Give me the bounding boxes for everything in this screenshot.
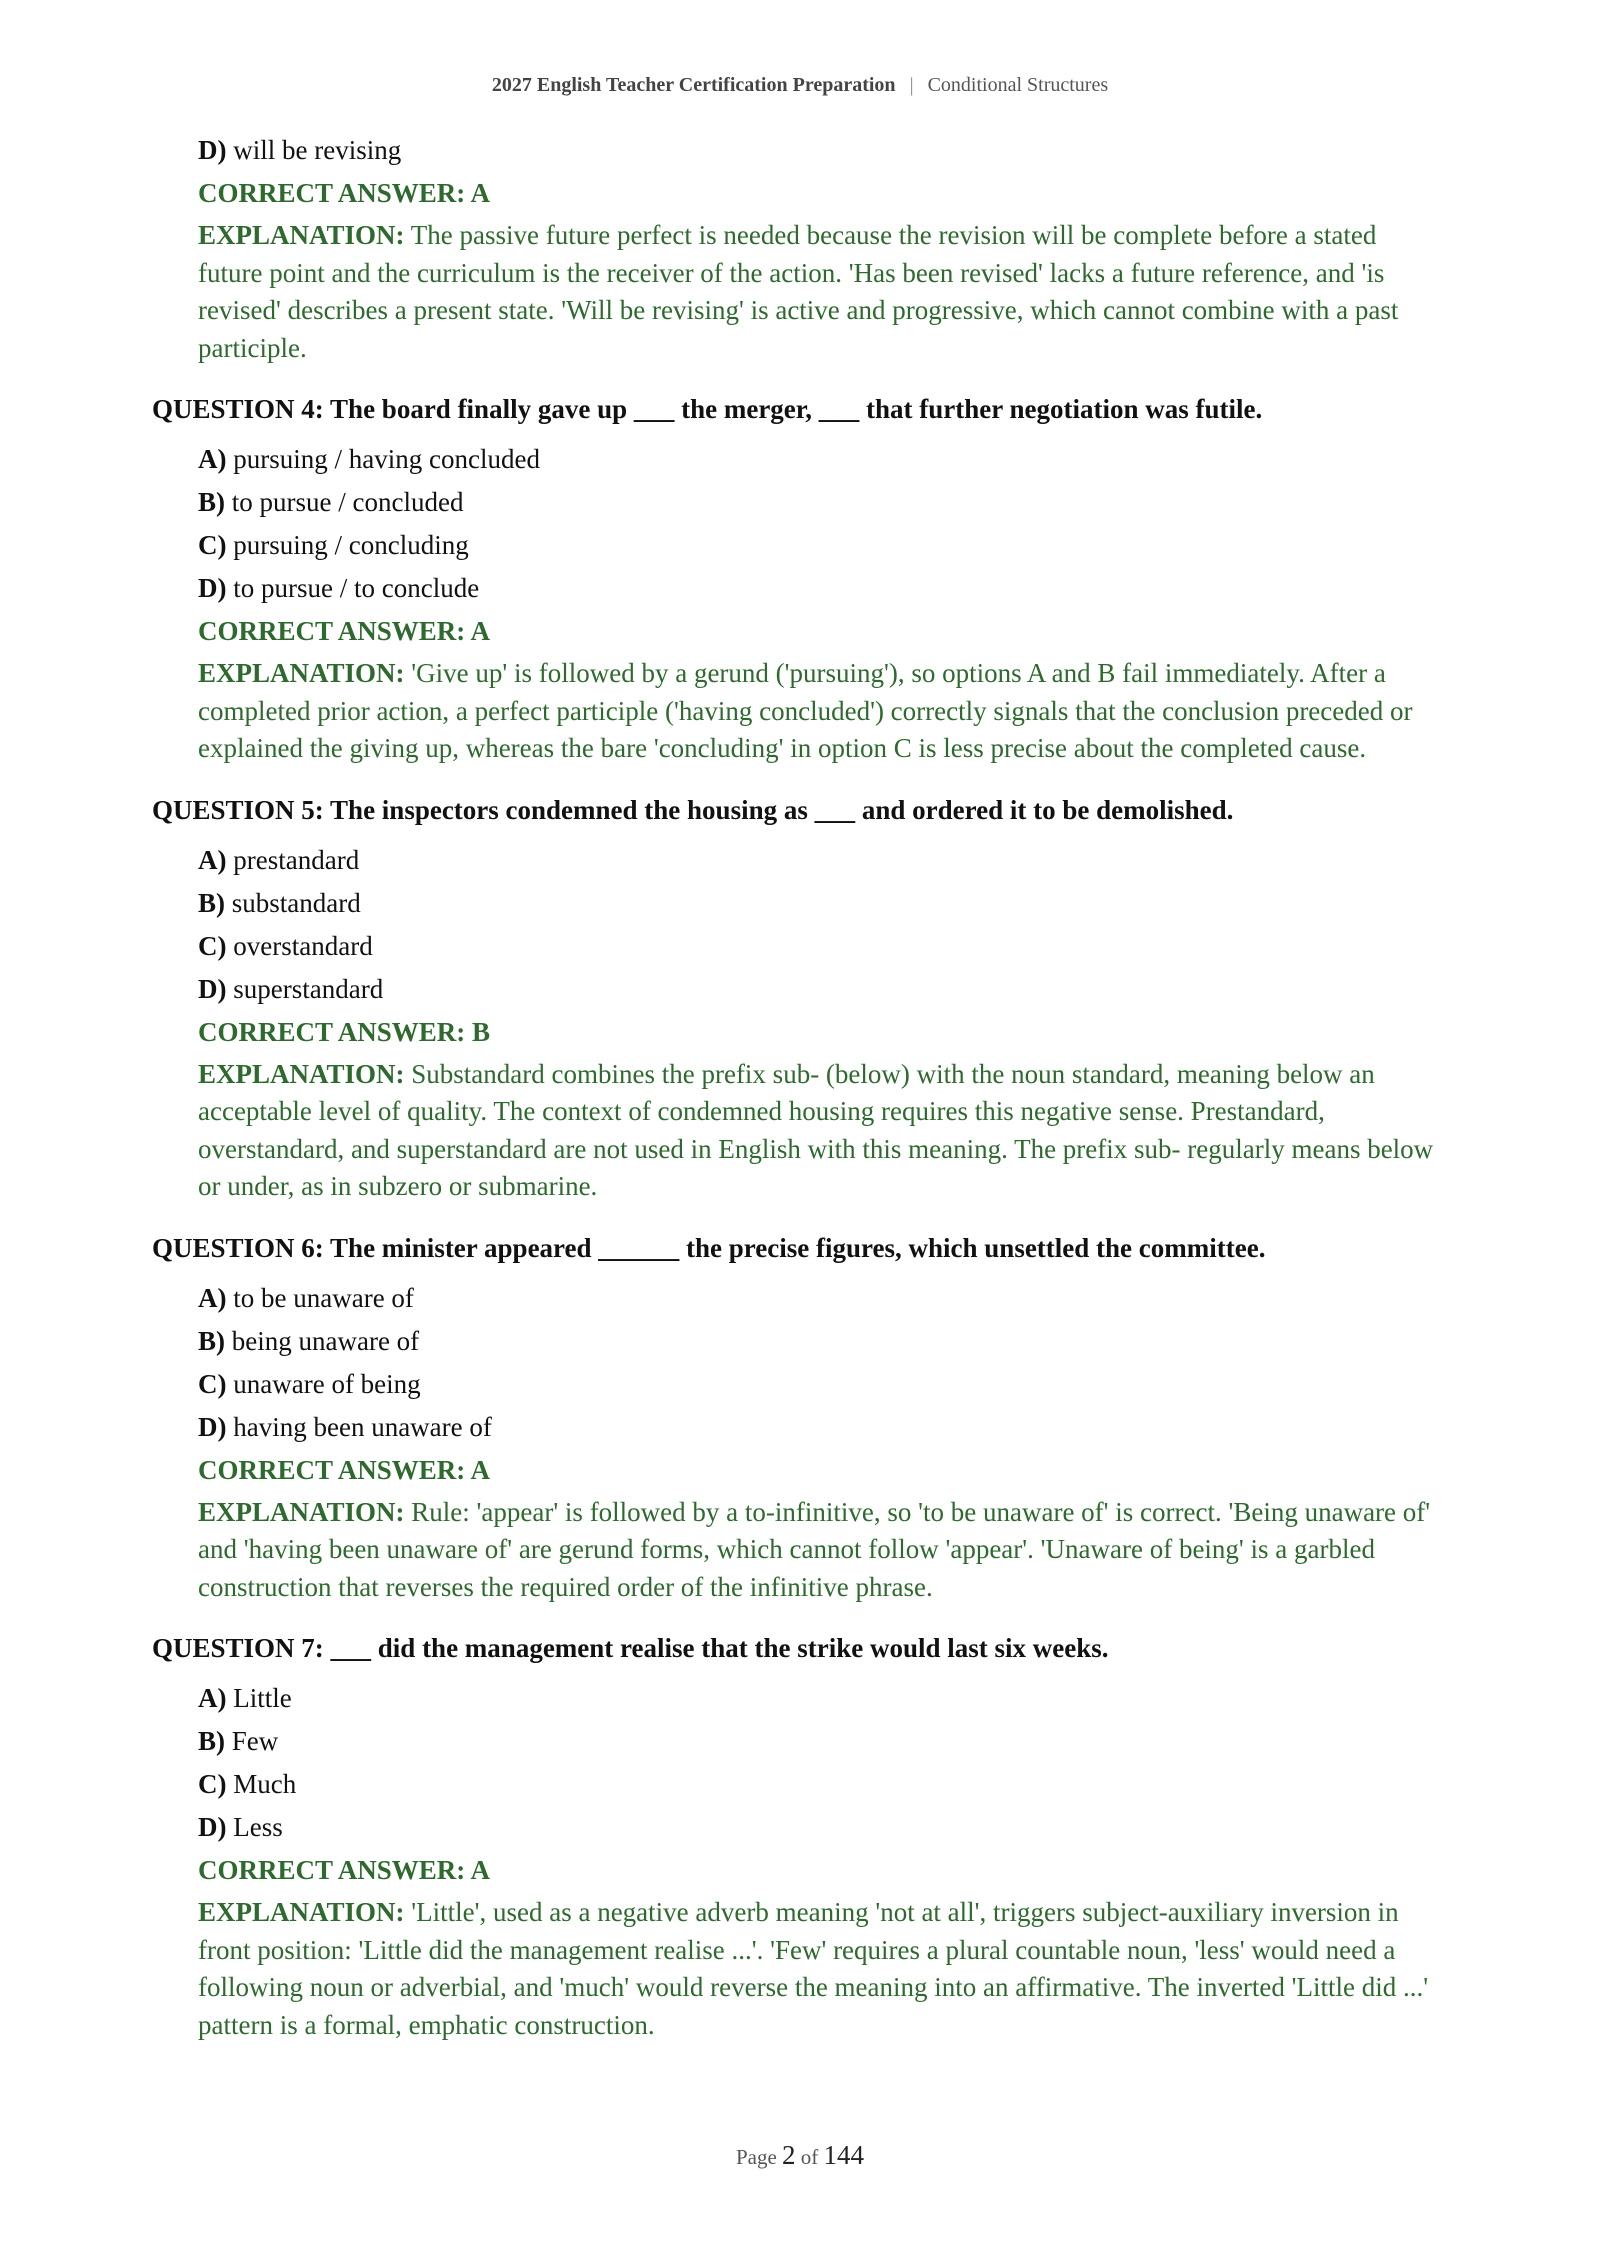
correct-answer: CORRECT ANSWER: A xyxy=(198,1454,491,1485)
option-c xyxy=(198,928,1442,964)
explanation-text: Rule: 'appear' is followed by a to-infinitive, so 'to be unaware of' is correct. 'Being unaware of' and 'having been unaware of' are gerund forms, which cannot follow 'appear'. 'Unaware of being' is a garbled construction that reverses the required order of the infinitive phrase. xyxy=(198,1496,1431,1602)
explanation-label: EXPLANATION: xyxy=(198,220,405,250)
option-a xyxy=(198,1680,1442,1716)
option-text: to pursue / concluded xyxy=(231,487,464,517)
question-block-4 xyxy=(152,391,1442,768)
option-d xyxy=(198,971,1442,1007)
total-pages: 144 xyxy=(823,2140,865,2170)
question-text: QUESTION 5: The inspectors condemned the housing as ___ and ordered it to be demolished. xyxy=(152,794,1234,825)
option-letter: B) xyxy=(198,887,225,918)
question-block-7 xyxy=(152,1630,1442,2044)
option-d xyxy=(198,1809,1442,1845)
option-text: Little xyxy=(233,1683,292,1713)
explanation-label: EXPLANATION: xyxy=(198,658,405,688)
option-a xyxy=(198,1280,1442,1316)
correct-answer: CORRECT ANSWER: A xyxy=(198,1855,491,1885)
option-c xyxy=(198,1366,1442,1402)
page-number: 2 xyxy=(782,2140,796,2170)
option-letter: B) xyxy=(198,1726,225,1756)
option-letter: D) xyxy=(198,973,227,1004)
option-letter: D) xyxy=(198,573,227,603)
explanation-label: EXPLANATION: xyxy=(198,1897,405,1927)
explanation xyxy=(198,655,1442,768)
explanation xyxy=(198,1056,1442,1206)
option-letter: B) xyxy=(198,1325,225,1356)
question-block-6 xyxy=(152,1230,1442,1607)
explanation-text: Substandard combines the prefix sub- (below) with the noun standard, meaning below an acceptable level of quality. The context of condemned housing requires this negative sense. Prestandard, overstandard, and superstandard are not used in English with this meaning. The prefix sub- regularly means below or under, as in subzero or submarine. xyxy=(198,1058,1434,1201)
page-footer xyxy=(0,2140,1600,2171)
option-text: prestandard xyxy=(233,844,360,875)
question-text: QUESTION 7: ___ did the management realise that the strike would last six weeks. xyxy=(152,1633,1109,1663)
option-letter: C) xyxy=(198,530,227,560)
option-b xyxy=(198,1723,1442,1759)
carryover-block xyxy=(152,132,1442,367)
question-text: QUESTION 6: The minister appeared ______ the precise figures, which unsettled the committee. xyxy=(152,1232,1266,1263)
option-letter: D) xyxy=(198,135,227,165)
option-letter: C) xyxy=(198,1368,227,1399)
option-text: pursuing / concluding xyxy=(233,530,469,560)
header-section: Conditional Structures xyxy=(927,74,1109,96)
option-text: superstandard xyxy=(233,973,384,1004)
correct-answer: CORRECT ANSWER: A xyxy=(198,616,491,646)
option-text: overstandard xyxy=(233,930,373,961)
option-text: Few xyxy=(231,1726,279,1756)
page-word: Page xyxy=(735,2145,777,2169)
option-b xyxy=(198,885,1442,921)
of-word: of xyxy=(800,2145,819,2169)
option-c xyxy=(198,1766,1442,1802)
option-c xyxy=(198,527,1442,563)
explanation-text: 'Little', used as a negative adverb meaning 'not at all', triggers subject-auxiliary inversion in front position: 'Little did the management realise ...'. 'Few' requires a plural countable noun, 'less' would need a following noun or adverbial, and 'much' would reverse the meaning into an affirmative. The inverted 'Little did ...' pattern is a formal, emphatic construction. xyxy=(198,1897,1429,2040)
option-letter: A) xyxy=(198,444,227,474)
option-b xyxy=(198,484,1442,520)
question-text: QUESTION 4: The board finally gave up ___ the merger, ___ that further negotiation was futile. xyxy=(152,394,1263,424)
option-d xyxy=(198,1409,1442,1445)
option-letter: B) xyxy=(198,487,225,517)
header-title: 2027 English Teacher Certification Preparation xyxy=(491,74,896,96)
correct-answer: CORRECT ANSWER: A xyxy=(198,178,491,208)
page-header xyxy=(0,74,1600,97)
explanation xyxy=(198,1494,1442,1607)
option-text: will be revising xyxy=(233,135,402,165)
question-block-5 xyxy=(152,792,1442,1206)
option-text: to be unaware of xyxy=(233,1282,414,1313)
option-text: Less xyxy=(233,1812,283,1842)
question-content xyxy=(152,132,1442,2068)
header-separator: | xyxy=(909,74,914,96)
option-text: substandard xyxy=(231,887,361,918)
option-letter: A) xyxy=(198,1683,227,1713)
option-text: being unaware of xyxy=(231,1325,420,1356)
option-letter: D) xyxy=(198,1812,227,1842)
explanation xyxy=(198,217,1442,367)
option-letter: A) xyxy=(198,844,227,875)
option-a xyxy=(198,842,1442,878)
correct-answer: CORRECT ANSWER: B xyxy=(198,1016,491,1047)
option-text: unaware of being xyxy=(233,1368,421,1399)
explanation xyxy=(198,1894,1442,2044)
option-text: pursuing / having concluded xyxy=(233,444,540,474)
explanation-text: The passive future perfect is needed because the revision will be complete before a stated future point and the curriculum is the receiver of the action. 'Has been revised' lacks a future reference, and 'is revised' describes a present state. 'Will be revising' is active and progressive, which cannot combine with a past participle. xyxy=(198,220,1399,363)
explanation-label: EXPLANATION: xyxy=(198,1496,405,1527)
option-b xyxy=(198,1323,1442,1359)
option-text: having been unaware of xyxy=(233,1411,492,1442)
option-letter: A) xyxy=(198,1282,227,1313)
option-letter: D) xyxy=(198,1411,227,1442)
option-letter: C) xyxy=(198,930,227,961)
option-letter: C) xyxy=(198,1769,227,1799)
explanation-text: 'Give up' is followed by a gerund ('pursuing'), so options A and B fail immediately. After a completed prior action, a perfect participle ('having concluded') correctly signals that the conclusion preceded or explained the giving up, whereas the bare 'concluding' in option C is less precise about the completed cause. xyxy=(198,658,1413,763)
option-text: to pursue / to conclude xyxy=(233,573,480,603)
option-a xyxy=(198,441,1442,477)
option-d xyxy=(198,132,1442,168)
option-text: Much xyxy=(233,1769,297,1799)
option-d xyxy=(198,570,1442,606)
explanation-label: EXPLANATION: xyxy=(198,1058,405,1089)
